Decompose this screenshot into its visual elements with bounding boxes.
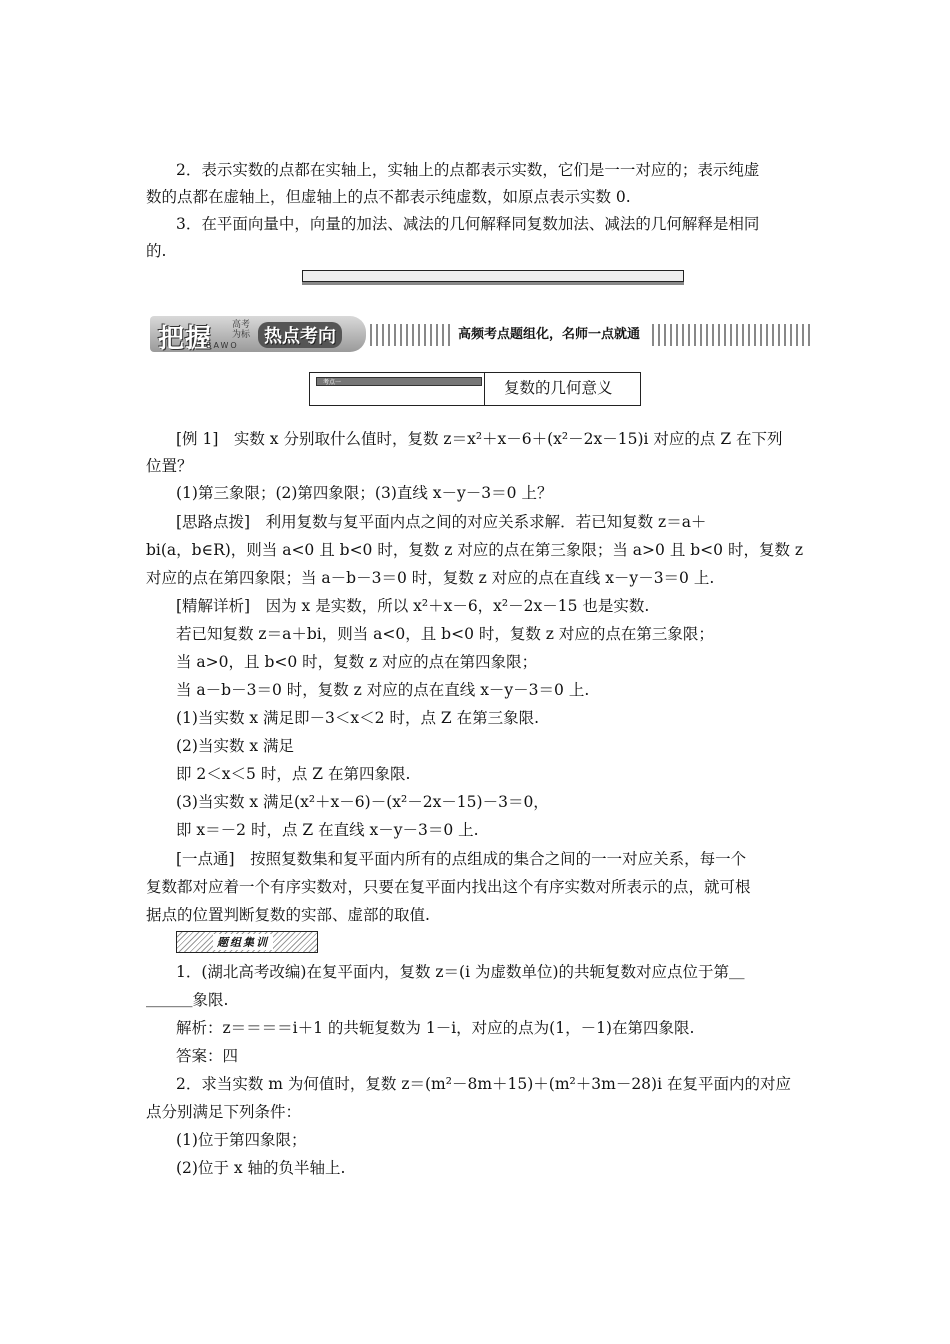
banner-title: 把握 bbox=[158, 324, 213, 354]
topic-box bbox=[309, 372, 641, 406]
q2-part1: (1)位于第四象限； bbox=[176, 1131, 307, 1149]
topic-title: 复数的几何意义 bbox=[504, 379, 613, 397]
solution-line4: 当 a－b－3＝0 时，复数 z 对应的点在直线 x－y－3＝0 上. bbox=[176, 681, 590, 699]
solution-line1: [精解详析] 因为 x 是实数，所以 x²＋x－6，x²－2x－15 也是实数. bbox=[176, 597, 650, 615]
q2-line2: 点分别满足下列条件： bbox=[146, 1103, 302, 1121]
hint-line2: bi(a，b∈R)，则当 a<0 且 b<0 时，复数 z 对应的点在第三象限；当 a>0 且 b<0 时，复数 z bbox=[146, 541, 804, 559]
q1-solution: 解析：z＝＝＝＝i＋1 的共轭复数为 1－i，对应的点为(1，－1)在第四象限. bbox=[176, 1019, 695, 1037]
tip-line3: 据点的位置判断复数的实部、虚部的取值. bbox=[146, 906, 430, 924]
section-banner bbox=[150, 316, 820, 352]
example-line2: 位置？ bbox=[146, 457, 193, 475]
tip-line2: 复数都对应着一个有序实数对，只要在复平面内找出这个有序实数对所表示的点，就可根 bbox=[146, 878, 751, 896]
banner-heading: 热点考向 bbox=[258, 322, 342, 348]
exercise-group-title: 题组集训 bbox=[213, 934, 273, 950]
section-divider bbox=[302, 270, 684, 282]
intro-p2-line2: 数的点都在虚轴上，但虚轴上的点不都表示纯虚数，如原点表示实数 0. bbox=[146, 188, 631, 206]
q1-line1: 1．(湖北高考改编)在复平面内，复数 z＝(i 为虚数单位)的共轭复数对应点位于第＿ bbox=[176, 963, 745, 981]
solution-line5: (1)当实数 x 满足即－3＜x＜2 时，点 Z 在第三象限. bbox=[176, 709, 539, 727]
example-line1: [例 1] 实数 x 分别取什么值时，复数 z＝x²＋x－6＋(x²－2x－15)i 对应的点 Z 在下列 bbox=[176, 430, 783, 448]
hint-line3: 对应的点在第四象限；当 a－b－3＝0 时，复数 z 对应的点在直线 x－y－3＝0 上. bbox=[146, 569, 715, 587]
solution-line7: 即 2＜x＜5 时，点 Z 在第四象限. bbox=[176, 765, 411, 783]
solution-line2: 若已知复数 z＝a＋bi，则当 a<0，且 b<0 时，复数 z 对应的点在第三象限； bbox=[176, 625, 714, 643]
solution-line3: 当 a>0，且 b<0 时，复数 z 对应的点在第四象限； bbox=[176, 653, 538, 671]
tip-line1: [一点通] 按照复数集和复平面内所有的点组成的集合之间的一一对应关系，每一个 bbox=[176, 850, 747, 868]
q1-line2: ＿＿＿象限. bbox=[146, 991, 229, 1009]
banner-pinyin: BAWO bbox=[206, 341, 239, 350]
q2-line1: 2．求当实数 m 为何值时，复数 z＝(m²－8m＋15)＋(m²＋3m－28)i 在复平面内的对应 bbox=[176, 1075, 791, 1093]
topic-label: 考点一 bbox=[323, 379, 342, 386]
q2-part2: (2)位于 x 轴的负半轴上. bbox=[176, 1159, 346, 1177]
topic-label-bar bbox=[316, 377, 482, 386]
intro-p2-line1: 2．表示实数的点都在实轴上，实轴上的点都表示实数，它们是一一对应的；表示纯虚 bbox=[176, 161, 760, 179]
solution-line6: (2)当实数 x 满足 bbox=[176, 737, 295, 755]
solution-line9: 即 x＝－2 时，点 Z 在直线 x－y－3＝0 上. bbox=[176, 821, 479, 839]
banner-subtitle: 高考 为标 bbox=[232, 320, 251, 340]
example-line3: (1)第三象限；(2)第四象限；(3)直线 x－y－3＝0 上？ bbox=[176, 484, 553, 502]
solution-line8: (3)当实数 x 满足(x²＋x－6)－(x²－2x－15)－3＝0， bbox=[176, 793, 549, 811]
q1-answer: 答案：四 bbox=[176, 1047, 239, 1065]
topic-separator bbox=[484, 373, 485, 405]
intro-p3-line2: 的. bbox=[146, 242, 167, 260]
hint-line1: [思路点拨] 利用复数与复平面内点之间的对应关系求解．若已知复数 z＝a＋ bbox=[176, 513, 707, 531]
exercise-group-label bbox=[176, 931, 318, 953]
banner-tagline: 高频考点题组化，名师一点就通 bbox=[450, 324, 648, 346]
intro-p3-line1: 3．在平面向量中，向量的加法、减法的几何解释同复数加法、减法的几何解释是相同 bbox=[176, 215, 760, 233]
